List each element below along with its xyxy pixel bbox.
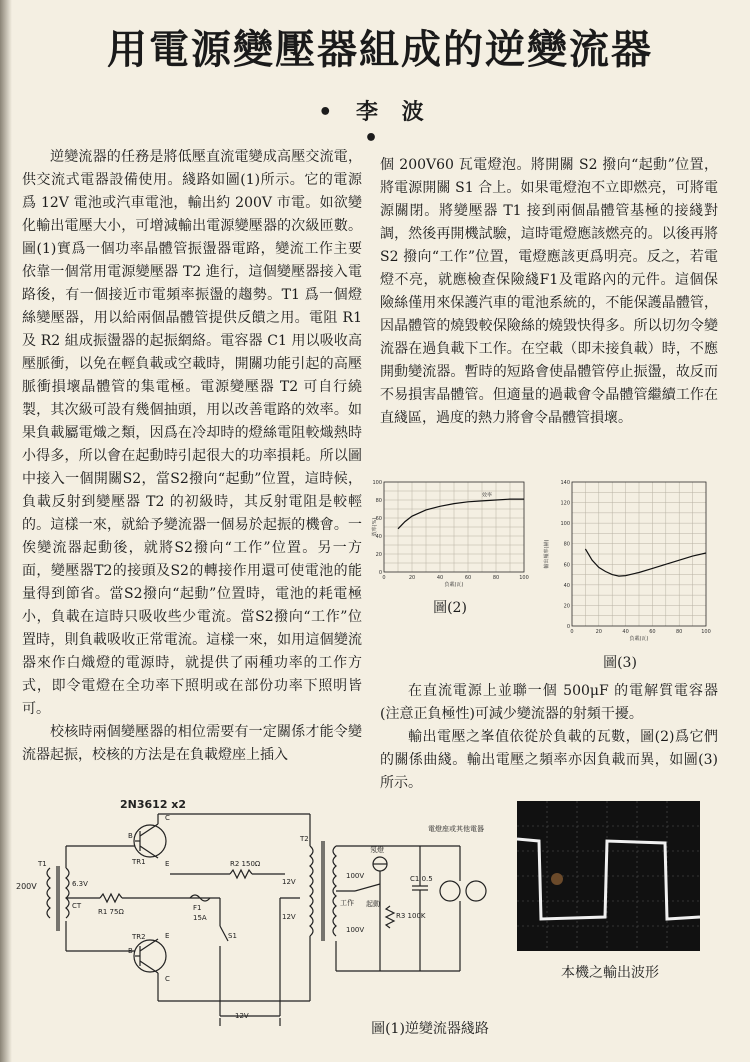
paragraph: 校核時兩個變壓器的相位需要有一定關係才能令變流器起振，校核的方法是在負載燈座上插入 — [22, 724, 362, 763]
y-tick-label: 80 — [563, 541, 570, 548]
y-tick-label: 60 — [563, 562, 570, 569]
y-tick-label: 20 — [563, 603, 570, 610]
r1-label: R1 75Ω — [98, 908, 124, 916]
tr2-e: E — [165, 932, 170, 940]
t2-secondary-coil — [333, 846, 336, 936]
t2-label: T2 — [300, 835, 309, 843]
x-axis-label: 負載(瓦) — [629, 636, 649, 642]
article-title: 用電源變壓器組成的逆變流器 — [107, 27, 653, 73]
inverter-circuit-diagram — [10, 786, 510, 1046]
oscilloscope-photo — [517, 801, 700, 951]
y-tick-label: 40 — [563, 582, 570, 589]
y-tick-label: 60 — [375, 516, 382, 522]
left-column — [22, 146, 362, 767]
t2-primary-coil — [310, 846, 313, 936]
paragraph: 逆變流器的任務是將低壓直流電變成高壓交流電，供交流式電器設備使用。綫路如圖(1)所示。它的電源爲 12V 電池或汽車電池，輸出約 200V 市電。如欲變化輸出電壓大小，可增減輸出電源變壓器的次級匝數。圖(1)實爲一個功率晶體管振盪器電路，變流工作主要依靠一個常用電源變壓器 T2 進行，這個變壓器接入電路後，有一個接近市電頻率振盪的趨勢。T1 爲一個燈絲變壓器，用以給兩個晶體管提供反饋之用。電阻 R1 及 R2 組成振盪器的起振網絡。電容器 C1 用以吸收高壓脈衝，以免在輕負載或空載時，開關功能引起的高壓脈衝損壞晶體管的集電極。電源變壓器 T2 可自行繞製，其次級可設有幾個抽頭，用以改善電路的效率。如果負載屬電熾之類，因爲在冷却時的燈絲電阻較熾熱時小得多，所以會在起動時引起很大的功率損耗。所以圖中接入一個開關S2，當S2撥向“起動”位置，這時候，負載反射到變壓器 T2 的初級時，其反射電阻是較輕的。這樣一來，就給予變流器一個易於起振的機會。一俟變流器起動後，就將S2撥向“工作”位置。另一方面，變壓器T2的接頭及S2的轉接作用還可使電池的能量得到節省。當S2撥向“起動”位置時，電池的耗電極小，負載在這時只吸收些少電流。當S2撥向“工作”位置時，則負載吸收正常電流。這樣一來，如用這個變流器來作白熾燈的電源時，就提供了兩種功率的工作方式，即令電燈在全功率下照明或在部份功率下照明皆可。 — [22, 149, 362, 717]
r2-resistor — [230, 870, 252, 878]
efficiency-chart — [370, 476, 530, 596]
y-tick-label: 0 — [566, 624, 570, 630]
paragraph: 個 200V60 瓦電燈泡。將開關 S2 撥向“起動”位置，將電源開關 S1 合上。如果電燈泡不立即燃亮，可將電源關閉。將變壓器 T1 接到兩個晶體管基極的接綫對調，然後再開機試驗，這時電燈應該燃亮的。以後再將 S2 撥向“工作”位置，電燈應該更爲明亮。反之，若電燈不亮，就應檢查保險綫F1及電路內的元件。這個保險絲僅用來保護汽車的電池系統的，不能保護晶體管，因晶體管的燒毀較保險絲的燒毀快得多。所以切勿令變流器在過負載下工作。在空載（即未接負載）時，不應開動變流器。暫時的短路會使晶體管停止振盪，故反而不易損害晶體管。但適量的過載會令晶體管繼續工作在直綫區，過度的熱力將會令晶體管損壞。 — [380, 157, 718, 426]
tr2-c: C — [165, 975, 170, 983]
frequency-chart — [542, 476, 712, 646]
r3-resistor — [386, 906, 394, 928]
series-line — [585, 549, 706, 576]
right-column-lower — [380, 680, 718, 795]
series-line — [398, 499, 524, 529]
ct-label: CT — [72, 902, 82, 910]
f1-rating: 15A — [193, 914, 207, 922]
battery-voltage-label: 12V — [235, 1012, 249, 1020]
y-tick-label: 140 — [560, 480, 570, 486]
t2-12v-b: 12V — [282, 913, 296, 921]
t1-63v-label: 6.3V — [72, 880, 88, 888]
square-wave-trace — [517, 801, 700, 951]
x-tick-label: 60 — [464, 575, 472, 581]
r1-resistor — [100, 894, 122, 902]
y-tick-label: 40 — [375, 534, 382, 540]
tr1-c: C — [165, 814, 170, 822]
socket-outlet-a — [440, 881, 460, 901]
socket-outlet-b — [466, 881, 486, 901]
x-tick-label: 100 — [701, 629, 711, 635]
f1-label: F1 — [193, 904, 202, 912]
x-tick-label: 0 — [570, 629, 574, 635]
right-column — [380, 154, 718, 430]
t1-secondary-coil — [66, 868, 69, 918]
tr1-label: TR1 — [132, 858, 146, 866]
x-tick-label: 40 — [622, 629, 629, 635]
fig2-caption: 圖(2) — [433, 600, 467, 616]
fig3-caption: 圖(3) — [603, 655, 637, 671]
tr1-e: E — [165, 860, 170, 868]
x-tick-label: 0 — [382, 575, 386, 581]
neon-lamp-label: 氖燈 — [370, 846, 384, 854]
transistor-type-label: 2N3612 x2 — [120, 798, 187, 811]
tr2-b: B — [128, 947, 133, 955]
y-tick-label: 20 — [375, 552, 382, 558]
circuit-caption: 圖(1)逆變流器綫路 — [371, 1021, 489, 1037]
article-author: • 李 波 • — [318, 100, 432, 151]
s2-work-label: 工作 — [340, 899, 354, 907]
r2-label: R2 150Ω — [230, 860, 261, 868]
y-axis-label: 效率(%) — [372, 517, 378, 537]
t2-100v-b: 100V — [346, 926, 365, 934]
t2-12v-a: 12V — [282, 878, 296, 886]
y-tick-label: 80 — [375, 498, 382, 504]
y-tick-label: 100 — [372, 480, 382, 486]
input-voltage-label: 200V — [16, 882, 37, 891]
t2-100v-a: 100V — [346, 872, 365, 880]
x-tick-label: 20 — [595, 629, 602, 635]
x-tick-label: 80 — [676, 629, 683, 635]
s1-label: S1 — [228, 932, 237, 940]
y-tick-label: 100 — [560, 521, 570, 528]
curve-label: 效率 — [482, 492, 493, 499]
x-tick-label: 60 — [649, 629, 656, 635]
x-tick-label: 80 — [492, 575, 500, 581]
paragraph: 在直流電源上並聯一個 500μF 的電解質電容器(注意正負極性)可減少變流器的射頻干擾。 — [380, 683, 718, 722]
scope-caption: 本機之輸出波形 — [561, 965, 659, 981]
tr1-b: B — [128, 832, 133, 840]
y-tick-label: 120 — [560, 500, 570, 507]
tr2-label: TR2 — [132, 933, 146, 941]
x-tick-label: 40 — [436, 575, 444, 581]
s2-start-label: 起動 — [366, 900, 380, 908]
s2-switch — [355, 884, 380, 891]
x-tick-label: 100 — [519, 575, 529, 581]
s1-switch — [220, 926, 228, 941]
t1-primary-coil — [47, 868, 50, 918]
t1-label: T1 — [38, 860, 47, 868]
y-axis-label: 輸出頻率(赫) — [544, 539, 550, 569]
x-tick-label: 20 — [408, 575, 416, 581]
y-tick-label: 0 — [378, 570, 382, 576]
c1-label: C1 0.5 — [410, 875, 433, 883]
r3-label: R3 100K — [396, 912, 426, 920]
x-axis-label: 負載(瓦) — [444, 582, 464, 588]
paragraph: 輸出電壓之峯值依從於負載的瓦數，圖(2)爲它們的關係曲綫。輸出電壓之頻率亦因負載而異，如圖(3)所示。 — [380, 729, 718, 791]
socket-label: 電燈座或其他電器 — [428, 825, 484, 833]
